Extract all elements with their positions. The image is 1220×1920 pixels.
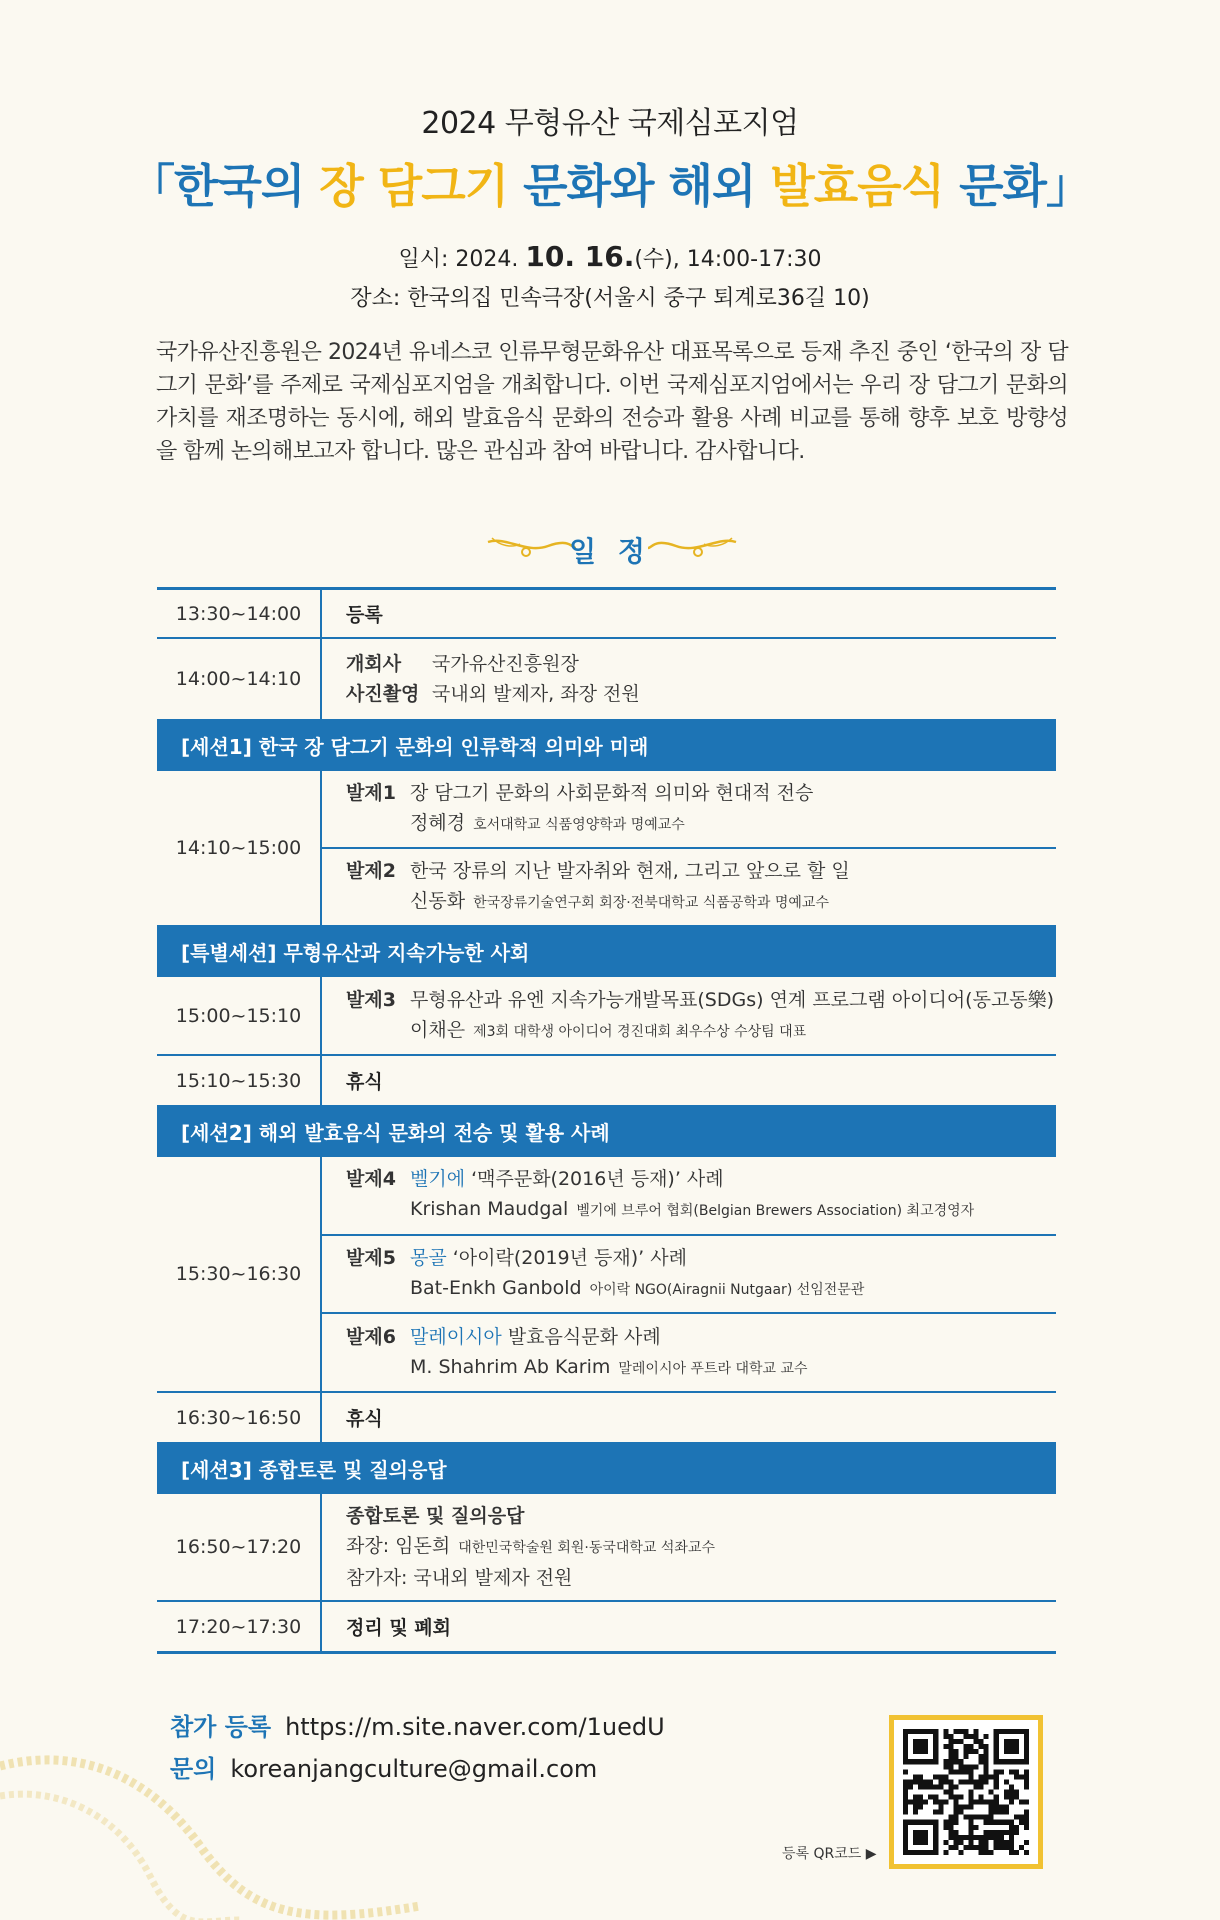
ornament-right-icon: [646, 532, 738, 562]
schedule-row: [157, 590, 1056, 639]
presenter-affiliation: 말레이시아 푸트라 대학교 교수: [618, 1360, 808, 1377]
presentation-country: 몽골: [410, 1247, 447, 1269]
date-bold: 10. 16.: [525, 240, 635, 273]
date-prefix: 일시: 2024.: [398, 247, 526, 272]
title-highlight-1: 장 담그기: [319, 159, 509, 213]
qr-code-icon: [903, 1729, 1029, 1855]
row-time: 15:30~16:30: [157, 1157, 322, 1391]
row-time: 17:20~17:30: [157, 1602, 322, 1651]
presenter-name: 신동화: [410, 890, 466, 912]
schedule-table: [157, 587, 1056, 1654]
presentation-title: ‘아이락(2019년 등재)’ 사례: [446, 1247, 687, 1269]
schedule-row: [157, 1157, 1056, 1393]
value-photo: 국내외 발제자, 좌장 전원: [432, 683, 640, 705]
schedule-heading-label: 일 정: [569, 535, 651, 568]
title-close: 문화」: [944, 159, 1091, 213]
schedule-row: [157, 1602, 1056, 1654]
presenter-name: Krishan Maudgal: [410, 1198, 569, 1221]
registration-link[interactable]: https://m.site.naver.com/1uedU: [285, 1713, 665, 1741]
schedule-row: [157, 1494, 1056, 1602]
presentation-country: 말레이시아: [410, 1325, 502, 1348]
presentation-title: 발효음식문화 사례: [501, 1325, 661, 1348]
photo-line: [346, 679, 1032, 709]
title-mid: 문화와 해외: [508, 159, 771, 213]
intro-paragraph: 국가유산진흥원은 2024년 유네스코 인류무형문화유산 대표목록으로 등재 추진 중인 ‘한국의 장 담그기 문화’를 주제로 국제심포지엄을 개최합니다. 이번 국제심포지엄에서는 우리 장 담그기 문화의 가치를 재조명하는 동시에, 해외 발효음식 문화의 전승과 활용 사례 비교를 통해 향후 보호 방향성을 함께 논의해보고자 합니다. 많은 관심과 참여 바랍니다. 감사합니다.: [156, 340, 1068, 464]
participants: 참가자: 국내외 발제자 전원: [346, 1567, 573, 1589]
presentation-title: 장 담그기 문화의 사회문화적 의미와 현대적 전승: [410, 782, 814, 804]
presenter-name: 정혜경: [410, 812, 466, 834]
row-text: 정리 및 폐회: [346, 1617, 451, 1639]
chair-affiliation: 대한민국학술원 회원·동국대학교 석좌교수: [458, 1540, 716, 1556]
qr-code[interactable]: [889, 1715, 1043, 1869]
label-photo: 사진촬영: [346, 683, 420, 705]
session-header: [세션1] 한국 장 담그기 문화의 인류학적 의미와 미래: [157, 721, 1056, 771]
schedule-row: [157, 1393, 1056, 1444]
opening-line: [346, 649, 1032, 679]
schedule-heading: [0, 526, 1220, 570]
event-date: [0, 240, 1220, 273]
contact-line: [170, 1748, 665, 1790]
schedule-row: [157, 771, 1056, 927]
presentation-label: 발제5: [346, 1247, 396, 1269]
contact-email[interactable]: koreanjangculture@gmail.com: [230, 1755, 598, 1783]
row-text: 휴식: [346, 1071, 383, 1093]
subtitle: 2024 무형유산 국제심포지엄: [421, 106, 799, 141]
presenter-name: M. Shahrim Ab Karim: [410, 1355, 611, 1378]
registration-line: [170, 1706, 665, 1748]
row-time: 14:10~15:00: [157, 771, 322, 925]
presentation-title: 무형유산과 유엔 지속가능개발목표(SDGs) 연계 프로그램 아이디어(동고동樂): [410, 988, 1055, 1011]
presenter-affiliation: 한국장류기술연구회 회장·전북대학교 식품공학과 명예교수: [473, 895, 829, 911]
header: [0, 98, 1220, 312]
schedule-row: [157, 639, 1056, 721]
presentation-country: 벨기에: [410, 1168, 466, 1191]
page-title: [0, 156, 1220, 216]
row-text: 등록: [346, 604, 383, 626]
value-opening: 국가유산진흥원장: [432, 653, 579, 675]
presentation-label: 발제6: [346, 1325, 396, 1348]
row-time: 13:30~14:00: [157, 590, 322, 637]
presenter-name: Bat-Enkh Ganbold: [410, 1277, 582, 1299]
footer: [170, 1706, 665, 1790]
presentation-title: 한국 장류의 지난 발자취와 현재, 그리고 앞으로 할 일: [410, 860, 850, 882]
session-header: [세션3] 종합토론 및 질의응답: [157, 1444, 1056, 1494]
presenter-name: 이채은: [410, 1018, 466, 1041]
registration-label: 참가 등록: [170, 1713, 272, 1741]
title-highlight-2: 발효음식: [770, 159, 945, 213]
event-venue: 장소: 한국의집 민속극장(서울시 중구 퇴계로36길 10): [350, 286, 870, 311]
presentation-title: ‘맥주문화(2016년 등재)’ 사례: [465, 1168, 724, 1191]
session-header: [세션2] 해외 발효음식 문화의 전승 및 활용 사례: [157, 1107, 1056, 1157]
presentation-label: 발제1: [346, 782, 396, 804]
presentation-label: 발제4: [346, 1168, 396, 1191]
row-time: 16:30~16:50: [157, 1393, 322, 1442]
row-time: 16:50~17:20: [157, 1494, 322, 1600]
qr-label: 등록 QR코드 ▶: [782, 1846, 877, 1862]
presenter-affiliation: 호서대학교 식품영양학과 명예교수: [473, 817, 685, 833]
title-open: 「한국의: [129, 159, 320, 213]
contact-label: 문의: [170, 1755, 217, 1783]
presentation-label: 발제2: [346, 860, 396, 882]
row-text: 휴식: [346, 1408, 383, 1430]
session-header: [특별세션] 무형유산과 지속가능한 사회: [157, 927, 1056, 977]
presentation-label: 발제3: [346, 988, 396, 1011]
schedule-row: [157, 1056, 1056, 1107]
presenter-affiliation: 벨기에 브루어 협회(Belgian Brewers Association) 최고경영자: [576, 1203, 975, 1220]
schedule-row: [157, 977, 1056, 1056]
row-time: 15:00~15:10: [157, 977, 322, 1054]
row-time: 15:10~15:30: [157, 1056, 322, 1105]
presenter-affiliation: 아이락 NGO(Airagnii Nutgaar) 선임전문관: [589, 1282, 865, 1298]
presenter-affiliation: 제3회 대학생 아이디어 경진대회 최우수상 수상팀 대표: [473, 1023, 807, 1040]
label-opening: 개회사: [346, 653, 402, 675]
row-time: 14:00~14:10: [157, 639, 322, 719]
discussion-title: 종합토론 및 질의응답: [346, 1505, 525, 1527]
date-suffix: (수), 14:00-17:30: [634, 247, 822, 272]
chair-name: 좌장: 임돈희: [346, 1535, 451, 1557]
